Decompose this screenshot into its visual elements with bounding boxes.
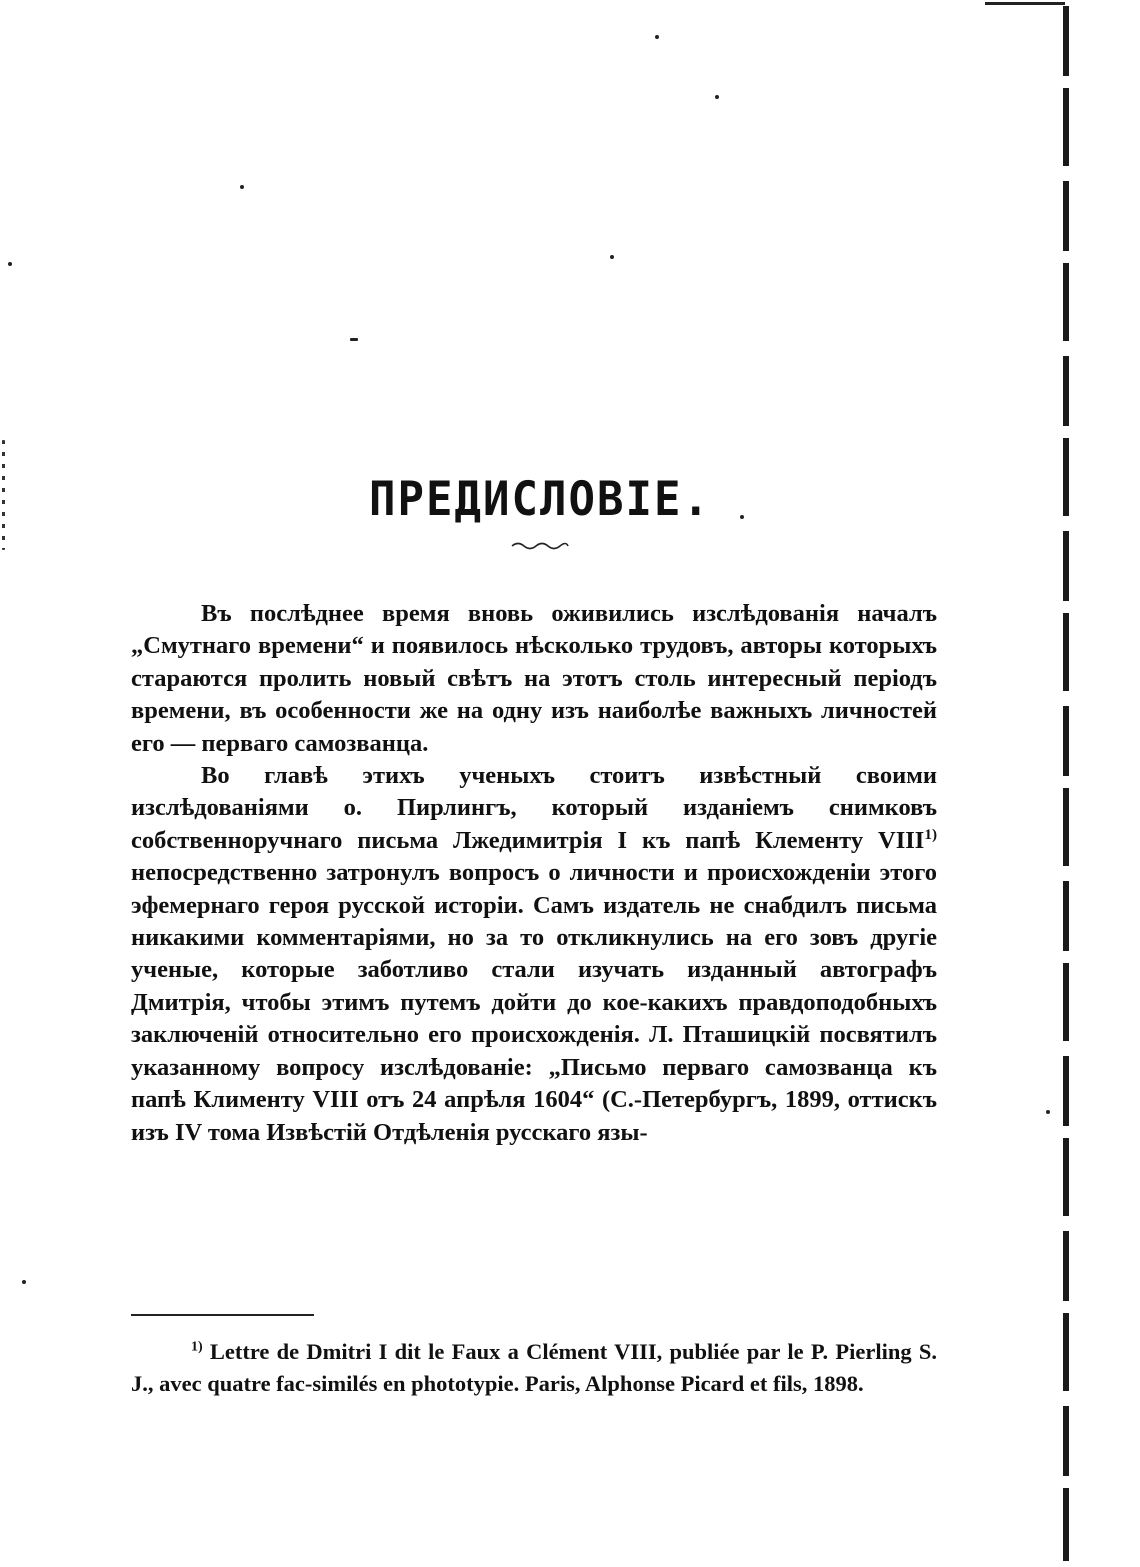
page-title: ПРЕДИСЛОВІЕ. <box>369 471 711 528</box>
footnote-marker: 1) <box>191 1339 203 1355</box>
paragraph-1: Въ послѣднее время вновь оживились изслѣдованія началъ „Смутнаго времени“ и появилось нѣсколько трудовъ, авторы которыхъ стараются пролить новый свѣтъ на этотъ столь интересный періодъ времени, въ особенности же на одну изъ наиболѣе важныхъ личностей его — перваго самозванца. <box>131 600 937 757</box>
scan-speck <box>655 35 659 39</box>
footnote <box>131 1336 937 1400</box>
scan-speck <box>715 95 719 99</box>
page-edge-top <box>985 2 1065 5</box>
scan-speck <box>240 185 244 189</box>
scan-speck <box>350 338 358 341</box>
page-edge-right <box>1063 6 1069 1561</box>
scan-speck <box>22 1280 26 1284</box>
paragraph-2 <box>131 760 937 1149</box>
scan-speck <box>1046 1110 1050 1114</box>
main-text <box>131 598 937 1149</box>
footnote-divider <box>131 1314 314 1316</box>
paragraph-2-start: Во главѣ этихъ ученыхъ стоитъ извѣстный своими изслѣдованіями о. Пирлингъ, который изданіемъ снимковъ собственноручнаго письма Лжедимитрія I къ папѣ Клементу VIII <box>131 762 937 854</box>
footnote-ref: 1) <box>924 825 937 843</box>
scan-speck <box>610 255 614 259</box>
footnote-text: Lettre de Dmitri I dit le Faux a Clément VIII, publiée par le P. Pierling S. J., avec quatre fac-similés en phototypie. Paris, Alphonse Picard et fils, 1898. <box>131 1339 937 1396</box>
title-ornament <box>510 540 570 552</box>
scan-speck <box>8 262 12 266</box>
paragraph-2-rest: непосредственно затронулъ вопросъ о личности и происхожденіи этого эфемернаго героя русской исторіи. Самъ издатель не снабдилъ письма никакими комментаріями, но за то откликнулись на его зовъ другіе ученые, которые заботливо стали изучать изданный автографъ Дмитрія, чтобы этимъ путемъ дойти до кое-какихъ правдоподобныхъ заключеній относительно его происхожденія. Л. Пташицкій посвятилъ указанному вопросу изслѣдованіе: „Письмо перваго самозванца къ папѣ Клименту VIII отъ 24 апрѣля 1604“ (С.-Петербургъ, 1899, оттискъ изъ IV тома Извѣстій Отдѣленія русскаго язы- <box>131 859 937 1146</box>
